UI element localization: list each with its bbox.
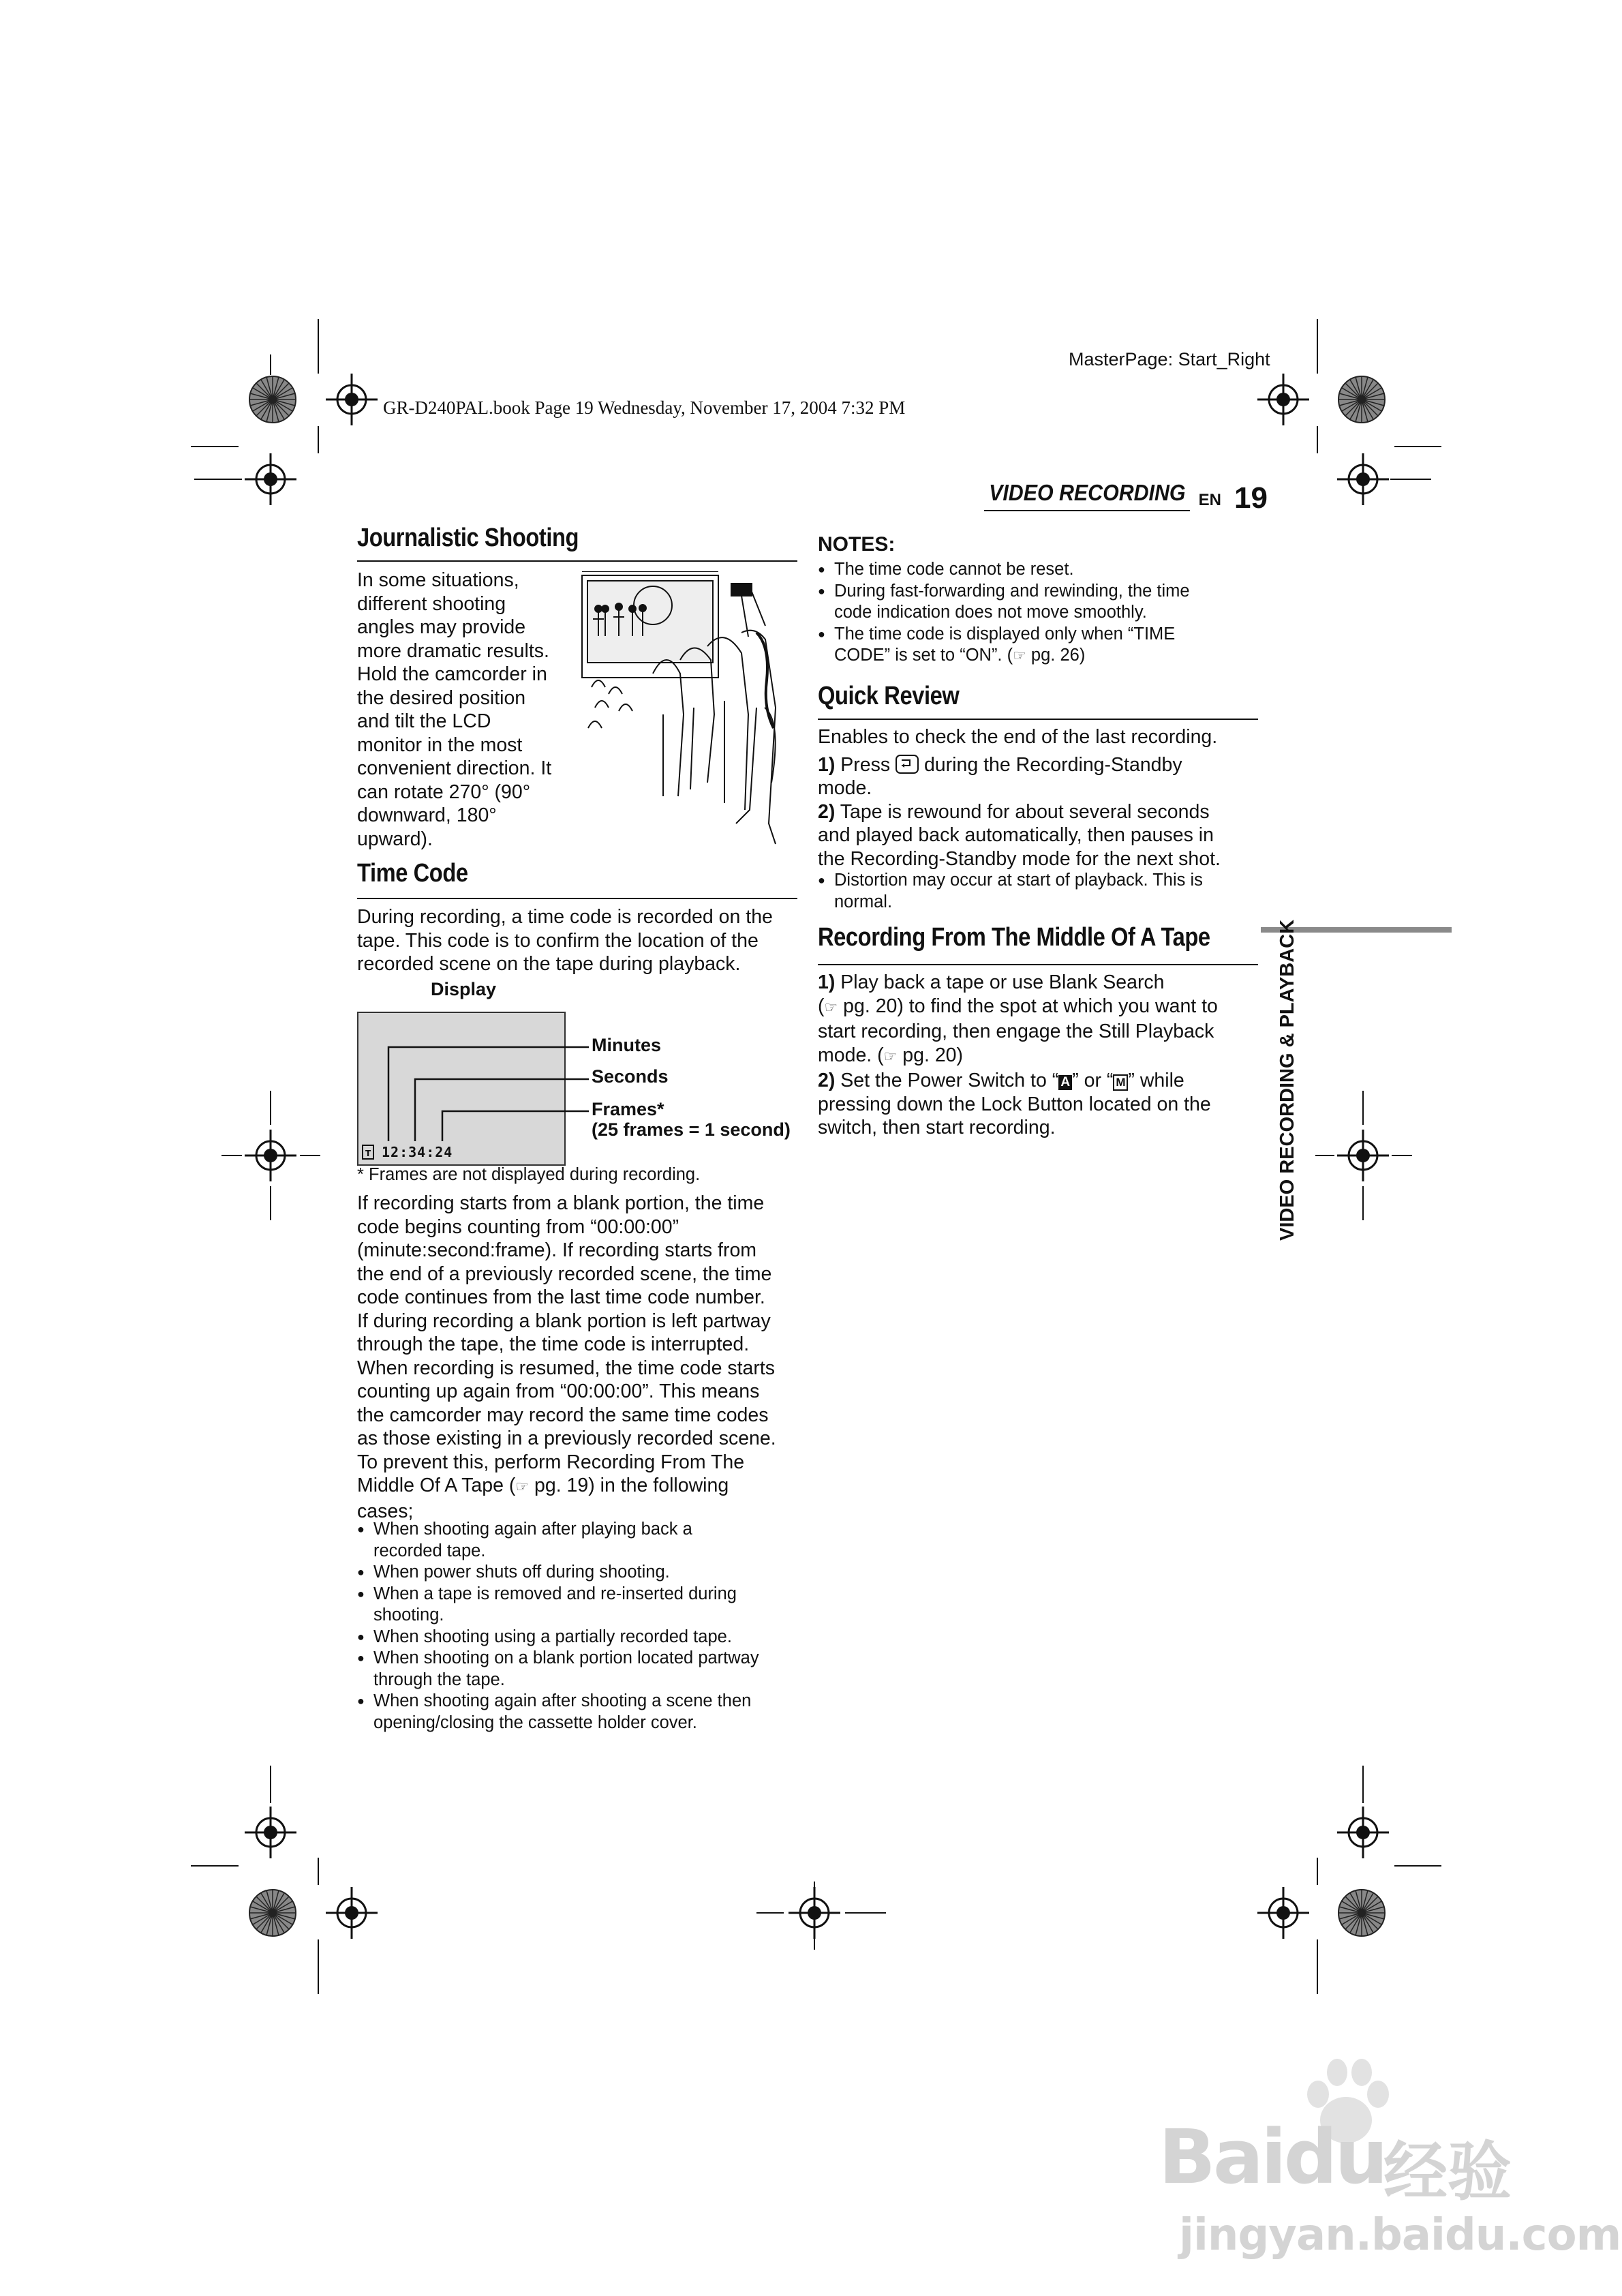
journalistic-title: Journalistic Shooting	[357, 524, 579, 552]
page-number: 19	[1234, 481, 1268, 515]
list-item: ● The time code cannot be reset.	[818, 559, 1268, 581]
list-item: ● When shooting again after playing back a recorded tape.	[357, 1519, 807, 1562]
time-code-title: Time Code	[357, 859, 468, 888]
notes-list	[818, 559, 1268, 667]
time-code-intro: During recording, a time code is recorded on the tape. This code is to confirm the location of the recorded scene on the tape during playback.	[357, 906, 773, 975]
middle-tape-title: Recording From The Middle Of A Tape	[818, 923, 1210, 952]
list-item: ● When shooting on a blank portion located partway through the tape.	[357, 1648, 807, 1691]
list-item: ● The time code is displayed only when “TIME CODE” is set to “ON”. (☞ pg. 26)	[818, 624, 1268, 667]
seconds-callout: Seconds	[592, 1066, 669, 1087]
time-code-readout: 12:34:24	[382, 1144, 453, 1160]
auto-mode-icon: A	[1058, 1075, 1072, 1090]
page-ref-icon: ☞	[515, 1479, 530, 1496]
time-code-body: If recording starts from a blank portion, the time code begins counting from “00:00:00” (minute:second:frame). If recording starts from the end of a previously recorded scene, the time code continues from the last time code number. If during recording a blank portion is left partway through the tape, the time code is interrupted. When recording is resumed, the time code starts counting up again from “00:00:00”. This means the camcorder may record the same time codes as those existing in a previously recorded scene. To prevent this, perform Recording From The Middle Of A Tape (☞ pg. 19) in the following cases;	[357, 1192, 776, 1522]
master-page-label: MasterPage: Start_Right	[1069, 349, 1270, 369]
crowd-shooting-illustration	[578, 571, 803, 851]
list-item: ● When shooting using a partially recorded tape.	[357, 1627, 807, 1648]
middle-tape-body: 1) Play back a tape or use Blank Search (☞ pg. 20) to find the spot at which you want to start recording, then engage the Still Playback mode. (☞ pg. 20) 2) Set the Power Switch to “ A ” or “ M ” while pressing down the Lock Button located on the switch, then start recording.	[818, 971, 1218, 1138]
side-tab-label: VIDEO RECORDING & PLAYBACK	[1276, 919, 1298, 1241]
header-rule	[984, 510, 1190, 511]
notes-title: NOTES:	[818, 533, 896, 556]
time-code-bullets	[357, 1519, 807, 1734]
page-ref-icon: ☞	[1013, 648, 1026, 665]
page-ref-icon: ☞	[824, 999, 838, 1016]
quick-review-body: Enables to check the end of the last recording. 1) Press during the Recording-Standby mode. 2) Tape is rewound for about several seconds and played back automatically, then pauses in the Recording-Standby mode for the next shot.	[818, 726, 1221, 870]
quick-review-rule	[818, 719, 1258, 720]
list-item: ● Distortion may occur at start of playback. This is normal.	[818, 870, 1268, 913]
baidu-watermark: Baidu 经验 jingyan.baidu.com	[1159, 2052, 1595, 2270]
journalistic-rule	[357, 560, 797, 562]
section-title: VIDEO RECORDING	[989, 480, 1186, 505]
svg-text:T: T	[365, 1149, 371, 1158]
frames-note-callout: (25 frames = 1 second)	[592, 1119, 791, 1140]
page-header	[886, 480, 1268, 521]
list-item: ● During fast-forwarding and rewinding, the time code indication does not move smoothly.	[818, 581, 1268, 624]
book-info-line: GR-D240PAL.book Page 19 Wednesday, November 17, 2004 7:32 PM	[383, 397, 906, 418]
quick-review-title: Quick Review	[818, 682, 960, 710]
quick-review-bullets	[818, 870, 1268, 913]
journalistic-body: In some situations, different shooting angles may provide more dramatic results. Hold the camcorder in the desired position and tilt the LCD monitor in the most convenient direction. It can rotate 270° (90° downward, 180° upward).	[357, 569, 552, 850]
minutes-callout: Minutes	[592, 1035, 662, 1055]
middle-tape-rule	[818, 964, 1258, 965]
list-item: ● When power shuts off during shooting.	[357, 1562, 807, 1584]
page-ref-icon: ☞	[883, 1048, 898, 1066]
list-item: ● When shooting again after shooting a scene then opening/closing the cassette holder cover.	[357, 1691, 807, 1734]
language-code: EN	[1198, 491, 1221, 509]
manual-mode-icon: M	[1113, 1074, 1128, 1091]
frames-callout: Frames*	[592, 1099, 664, 1119]
time-code-rule	[357, 898, 797, 899]
frames-footnote: * Frames are not displayed during recording.	[357, 1165, 701, 1184]
display-label: Display	[431, 979, 497, 999]
quick-review-button-icon	[896, 755, 919, 774]
list-item: ● When a tape is removed and re-inserted during shooting.	[357, 1584, 807, 1627]
